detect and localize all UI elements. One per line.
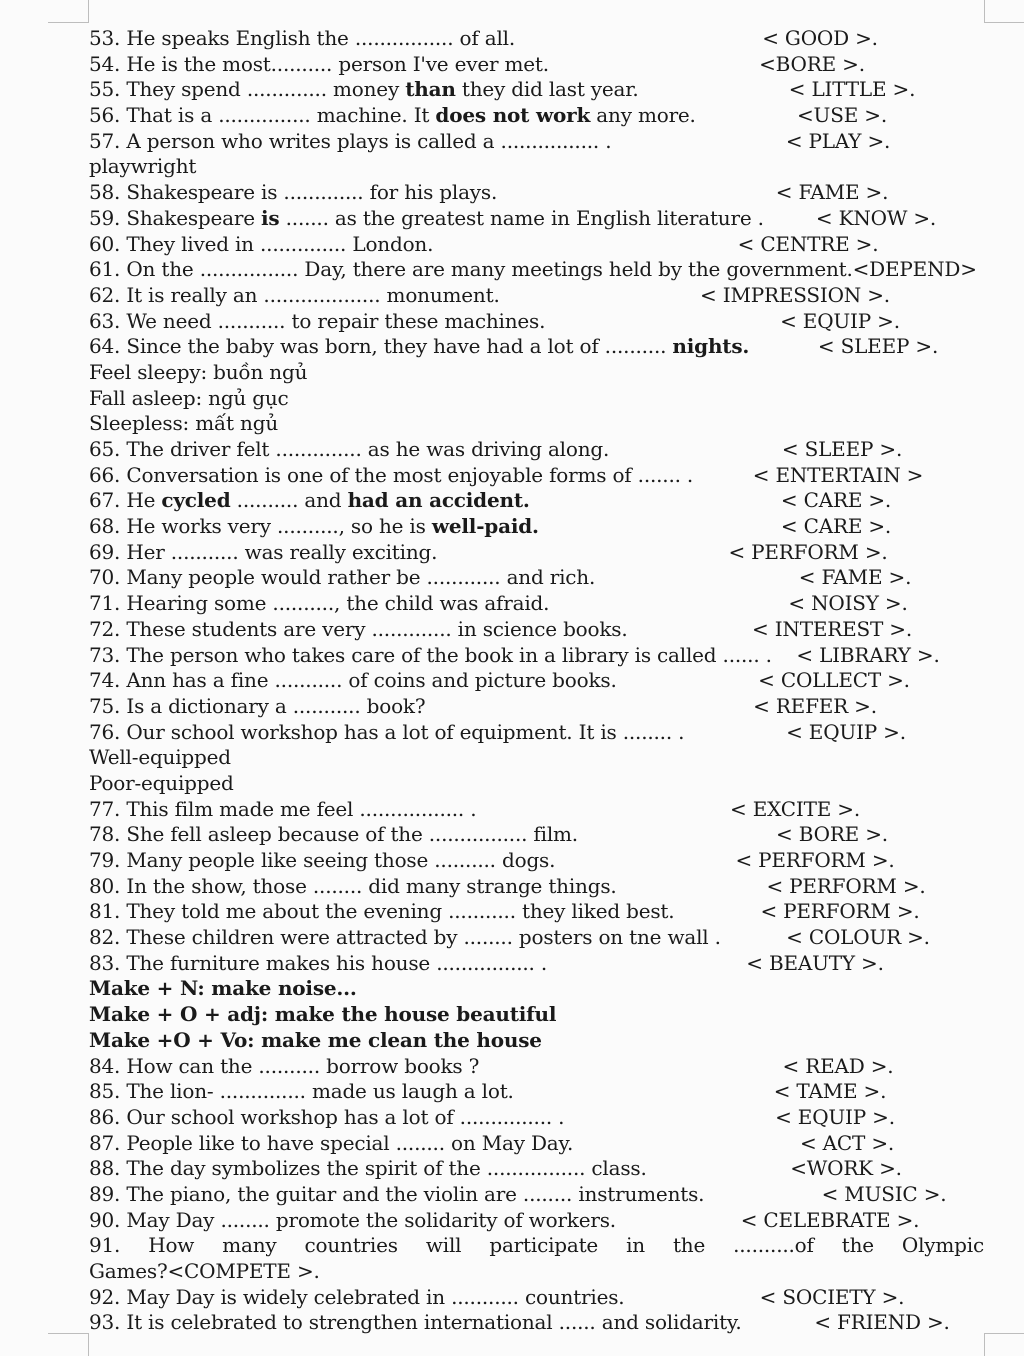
text-segment: 70. Many people would rather be ............ and rich.	[89, 565, 596, 590]
text-segment: 88. The day symbolizes the spirit of the ................ class.	[89, 1156, 647, 1181]
exercise-line-q85	[89, 1079, 984, 1105]
exercise-line-n76b	[89, 771, 984, 797]
text-segment: 60. They lived in .............. London.	[89, 231, 434, 256]
exercise-line-n83c	[89, 1028, 984, 1054]
text-segment: 71. Hearing some .........., the child was afraid.	[89, 591, 550, 616]
word-hint: < GOOD >.	[762, 26, 878, 50]
word-hint: < MUSIC >.	[821, 1181, 947, 1206]
text-segment: Poor-equipped	[89, 770, 234, 795]
page-corner-mark	[48, 1333, 89, 1356]
text-segment: 79. Many people like seeing those .......... dogs.	[89, 848, 556, 872]
text-segment: 87. People like to have special ........ on May Day.	[89, 1130, 574, 1155]
question-text	[89, 334, 749, 358]
exercise-list	[89, 26, 984, 1233]
exercise-line-q67	[89, 488, 984, 514]
word-hint: < LIBRARY >.	[796, 642, 940, 667]
exercise-line-q56	[89, 103, 984, 129]
text-segment: Feel sleepy: buồn ngủ	[89, 359, 308, 384]
exercise-line-n76a	[89, 745, 984, 771]
word-hint: < NOISY >.	[788, 591, 908, 616]
exercise-line-q83	[89, 951, 984, 977]
question-text	[89, 1182, 704, 1206]
question-text	[89, 925, 721, 949]
question-text	[89, 411, 278, 435]
question-text	[89, 668, 617, 692]
text-segment: Make +O + Vo: make me clean the house	[89, 1027, 542, 1052]
question-text	[89, 257, 977, 281]
exercise-line-n64c	[89, 411, 984, 437]
question-text	[89, 1079, 514, 1103]
word-hint: < TAME >.	[773, 1079, 887, 1104]
question-text	[89, 874, 617, 898]
exercise-line-q86	[89, 1105, 984, 1131]
question-text	[89, 1310, 742, 1334]
question-text	[89, 129, 611, 153]
exercise-line-q64	[89, 334, 984, 360]
exercise-item-91	[89, 1233, 984, 1259]
text-segment: 64. Since the baby was born, they have had a lot of ..........	[89, 334, 673, 359]
text-segment: 73. The person who takes care of the book in a library is called ...... .	[89, 642, 772, 667]
text-segment: 92. May Day is widely celebrated in ........... countries.	[89, 1284, 625, 1309]
question-text	[89, 771, 234, 795]
question-text	[89, 565, 595, 589]
word-hint: < LITTLE >.	[788, 77, 916, 102]
question-word: Olympic	[901, 1233, 984, 1258]
exercise-line-q59	[89, 206, 984, 232]
text-segment: 56. That is a ............... machine. It	[89, 103, 436, 128]
word-hint: < PERFORM >.	[766, 873, 926, 898]
word-hint: < FAME >.	[798, 565, 912, 590]
exercise-line-q90	[89, 1208, 984, 1234]
text-segment: Make + O + adj: make the house beautiful	[89, 1002, 557, 1027]
question-word: 91.	[89, 1233, 121, 1258]
word-hint: < BORE >.	[776, 822, 888, 847]
text-segment: 55. They spend ............. money	[89, 77, 406, 102]
word-hint: < PERFORM >.	[760, 899, 920, 924]
text-segment: Make + N: make noise...	[89, 976, 357, 1001]
exercise-line-q72	[89, 617, 984, 643]
exercise-line-q71	[89, 591, 984, 617]
exercise-line-q69	[89, 540, 984, 566]
word-hint: < EQUIP >.	[775, 1104, 895, 1129]
question-word: the	[841, 1233, 874, 1258]
text-segment: 67. He	[89, 488, 162, 513]
word-hint: <BORE >.	[759, 51, 865, 76]
word-hint: < EQUIP >.	[780, 308, 900, 333]
exercise-line-q84	[89, 1054, 984, 1080]
question-text	[89, 232, 433, 256]
page-corner-mark	[48, 0, 89, 23]
word-hint: < COLLECT >.	[758, 668, 910, 693]
text-segment: 62. It is really an ................... monument.	[89, 282, 500, 307]
page-corner-mark	[984, 0, 1024, 23]
word-hint: < SLEEP >.	[781, 437, 903, 461]
text-segment: 69. Her ........... was really exciting.	[89, 539, 438, 564]
question-word: ..........of	[733, 1233, 814, 1258]
text-segment: .......... and	[230, 488, 348, 513]
word-hint: < EQUIP >.	[786, 719, 906, 744]
justified-question-line	[89, 1233, 984, 1259]
question-text	[89, 745, 231, 769]
bold-segment: nights.	[672, 334, 750, 359]
question-text	[89, 463, 693, 487]
question-text	[89, 514, 539, 538]
word-hint: < ENTERTAIN >	[752, 462, 924, 487]
question-text	[89, 154, 196, 178]
question-text	[89, 720, 684, 744]
text-segment: 77. This film made me feel ................. .	[89, 796, 477, 821]
exercise-line-q80	[89, 874, 984, 900]
exercise-line-q65	[89, 437, 984, 463]
question-text	[89, 1054, 479, 1078]
question-text	[89, 437, 609, 461]
question-text	[89, 1131, 573, 1155]
bold-segment: than	[405, 77, 456, 102]
exercise-line-q73	[89, 643, 984, 669]
word-hint: <WORK >.	[790, 1156, 902, 1181]
exercise-line-n64b	[89, 386, 984, 412]
word-hint: < INTEREST >.	[751, 616, 913, 641]
bold-segment: well-paid.	[431, 514, 539, 539]
question-text	[89, 52, 549, 76]
text-segment: 74. Ann has a fine ........... of coins and picture books.	[89, 668, 617, 693]
word-hint: < READ >.	[782, 1053, 894, 1078]
word-hint: < EXCITE >.	[729, 796, 861, 821]
question-word: countries	[304, 1233, 398, 1258]
question-text	[89, 822, 578, 846]
question-text	[89, 360, 307, 384]
word-hint: < PLAY >.	[785, 128, 891, 153]
word-hint: <USE >.	[797, 103, 887, 128]
exercise-list-tail	[89, 1285, 984, 1336]
text-segment: 58. Shakespeare is ............. for his plays.	[89, 180, 498, 205]
exercise-line-q63	[89, 309, 984, 335]
exercise-line-q53	[89, 26, 984, 52]
word-hint: < CARE >.	[780, 488, 892, 513]
question-text	[89, 694, 425, 718]
exercise-line-q70	[89, 565, 984, 591]
exercise-sheet	[89, 26, 984, 1336]
question-text	[89, 643, 772, 667]
question-text	[89, 617, 628, 641]
text-segment: 68. He works very .........., so he is	[89, 514, 432, 539]
text-segment: 63. We need ........... to repair these machines.	[89, 308, 546, 333]
exercise-line-q93	[89, 1310, 984, 1336]
word-hint: < REFER >.	[753, 693, 877, 718]
question-text	[89, 797, 476, 821]
text-segment: 81. They told me about the evening ........... they liked best.	[89, 899, 675, 924]
question-text	[89, 1156, 647, 1180]
exercise-line-q66	[89, 463, 984, 489]
bold-segment: is	[261, 205, 280, 230]
question-text	[89, 283, 500, 307]
question-text	[89, 848, 555, 872]
word-hint: < PERFORM >.	[728, 539, 888, 564]
exercise-line-n83b	[89, 1002, 984, 1028]
text-segment: 65. The driver felt .............. as he was driving along.	[89, 437, 610, 461]
question-text	[89, 976, 357, 1000]
exercise-line-q78	[89, 822, 984, 848]
exercise-line-q89	[89, 1182, 984, 1208]
text-segment: 93. It is celebrated to strengthen international ...... and solidarity.	[89, 1310, 742, 1335]
exercise-line-n57	[89, 154, 984, 180]
exercise-line-q60	[89, 232, 984, 258]
word-hint: < CARE >.	[780, 514, 892, 539]
text-segment: 85. The lion- .............. made us laugh a lot.	[89, 1079, 514, 1104]
question-text	[89, 77, 639, 101]
question-text	[89, 309, 545, 333]
text-segment: 82. These children were attracted by ........ posters on tne wall .	[89, 925, 721, 950]
text-segment: 86. Our school workshop has a lot of ............... .	[89, 1104, 565, 1129]
question-text	[89, 951, 547, 975]
question-text	[89, 206, 764, 230]
text-segment: 72. These students are very ............. in science books.	[89, 616, 628, 641]
exercise-line-q75	[89, 694, 984, 720]
word-hint: < KNOW >.	[815, 205, 937, 230]
question-text	[89, 1105, 564, 1129]
question-text	[89, 1028, 542, 1052]
exercise-line-q77	[89, 797, 984, 823]
text-segment: 61. On the ................ Day, there are many meetings held by the government.<DEPEND>	[89, 257, 977, 282]
exercise-line-q57	[89, 129, 984, 155]
question-word: the	[672, 1233, 706, 1258]
exercise-line-q74	[89, 668, 984, 694]
question-word: will	[425, 1233, 462, 1258]
page-corner-mark	[984, 1333, 1024, 1356]
bold-segment: does not work	[435, 103, 591, 128]
text-segment: they did last year.	[455, 77, 639, 102]
text-segment: 53. He speaks English the ................ of all.	[89, 26, 516, 50]
exercise-line-n83a	[89, 976, 984, 1002]
text-segment: 89. The piano, the guitar and the violin are ........ instruments.	[89, 1181, 705, 1206]
text-segment: 66. Conversation is one of the most enjoyable forms of ....... .	[89, 462, 694, 487]
text-segment: 83. The furniture makes his house ................ .	[89, 950, 548, 975]
text-segment: 75. Is a dictionary a ........... book?	[89, 693, 426, 718]
text-segment: 54. He is the most.......... person I've ever met.	[89, 51, 549, 76]
text-segment: any more.	[590, 103, 696, 128]
exercise-item-91-continued	[89, 1259, 984, 1285]
text-segment: 84. How can the .......... borrow books ?	[89, 1053, 480, 1078]
question-text	[89, 591, 549, 615]
exercise-line-q62	[89, 283, 984, 309]
question-word: many	[222, 1233, 277, 1258]
question-text	[89, 386, 289, 410]
question-text	[89, 1002, 556, 1026]
exercise-line-q88	[89, 1156, 984, 1182]
text-segment: playwright	[89, 154, 197, 179]
question-text	[89, 488, 530, 512]
exercise-line-q68	[89, 514, 984, 540]
question-text	[89, 26, 515, 50]
word-hint: < SLEEP >.	[817, 334, 939, 359]
word-hint: < CELEBRATE >.	[740, 1207, 920, 1232]
text-segment: 59. Shakespeare	[89, 205, 262, 230]
word-hint: < BEAUTY >.	[746, 950, 884, 975]
question-text	[89, 1285, 624, 1309]
text-segment: 78. She fell asleep because of the ................ film.	[89, 822, 578, 847]
word-hint: < FRIEND >.	[814, 1310, 950, 1335]
word-hint: < PERFORM >.	[735, 848, 895, 872]
exercise-line-q81	[89, 899, 984, 925]
exercise-line-q54	[89, 52, 984, 78]
exercise-line-q92	[89, 1285, 984, 1311]
question-word: participate	[489, 1233, 599, 1258]
exercise-line-q58	[89, 180, 984, 206]
text-segment: 57. A person who writes plays is called a ................ .	[89, 128, 612, 153]
word-hint: < CENTRE >.	[737, 231, 879, 256]
bold-segment: had an accident.	[347, 488, 530, 513]
word-hint: < COLOUR >.	[786, 925, 930, 950]
question-text	[89, 180, 497, 204]
text-segment: 76. Our school workshop has a lot of equipment. It is ........ .	[89, 719, 685, 744]
text-segment: Fall asleep: ngủ gục	[89, 385, 289, 410]
exercise-line-q79	[89, 848, 984, 874]
word-hint: < FAME >.	[775, 180, 889, 205]
word-hint: < SOCIETY >.	[759, 1284, 905, 1309]
text-segment: 90. May Day ........ promote the solidarity of workers.	[89, 1207, 616, 1232]
text-segment: Sleepless: mất ngủ	[89, 411, 279, 436]
question-text	[89, 1208, 616, 1232]
text-segment: Well-equipped	[89, 745, 231, 770]
exercise-line-q82	[89, 925, 984, 951]
exercise-line-n64a	[89, 360, 984, 386]
text-segment: ....... as the greatest name in English literature .	[279, 205, 764, 230]
word-hint: < ACT >.	[799, 1130, 895, 1155]
question-word: in	[626, 1233, 645, 1258]
exercise-line-q61	[89, 257, 984, 283]
text-segment: 80. In the show, those ........ did many strange things.	[89, 873, 617, 898]
exercise-line-q87	[89, 1131, 984, 1157]
bold-segment: cycled	[161, 488, 231, 513]
question-text	[89, 899, 674, 923]
exercise-line-q55	[89, 77, 984, 103]
question-text: Games?<COMPETE >.	[89, 1259, 320, 1283]
question-text	[89, 540, 437, 564]
word-hint: < IMPRESSION >.	[700, 282, 890, 307]
question-text	[89, 103, 696, 127]
exercise-line-q76	[89, 720, 984, 746]
question-word: How	[148, 1233, 195, 1258]
